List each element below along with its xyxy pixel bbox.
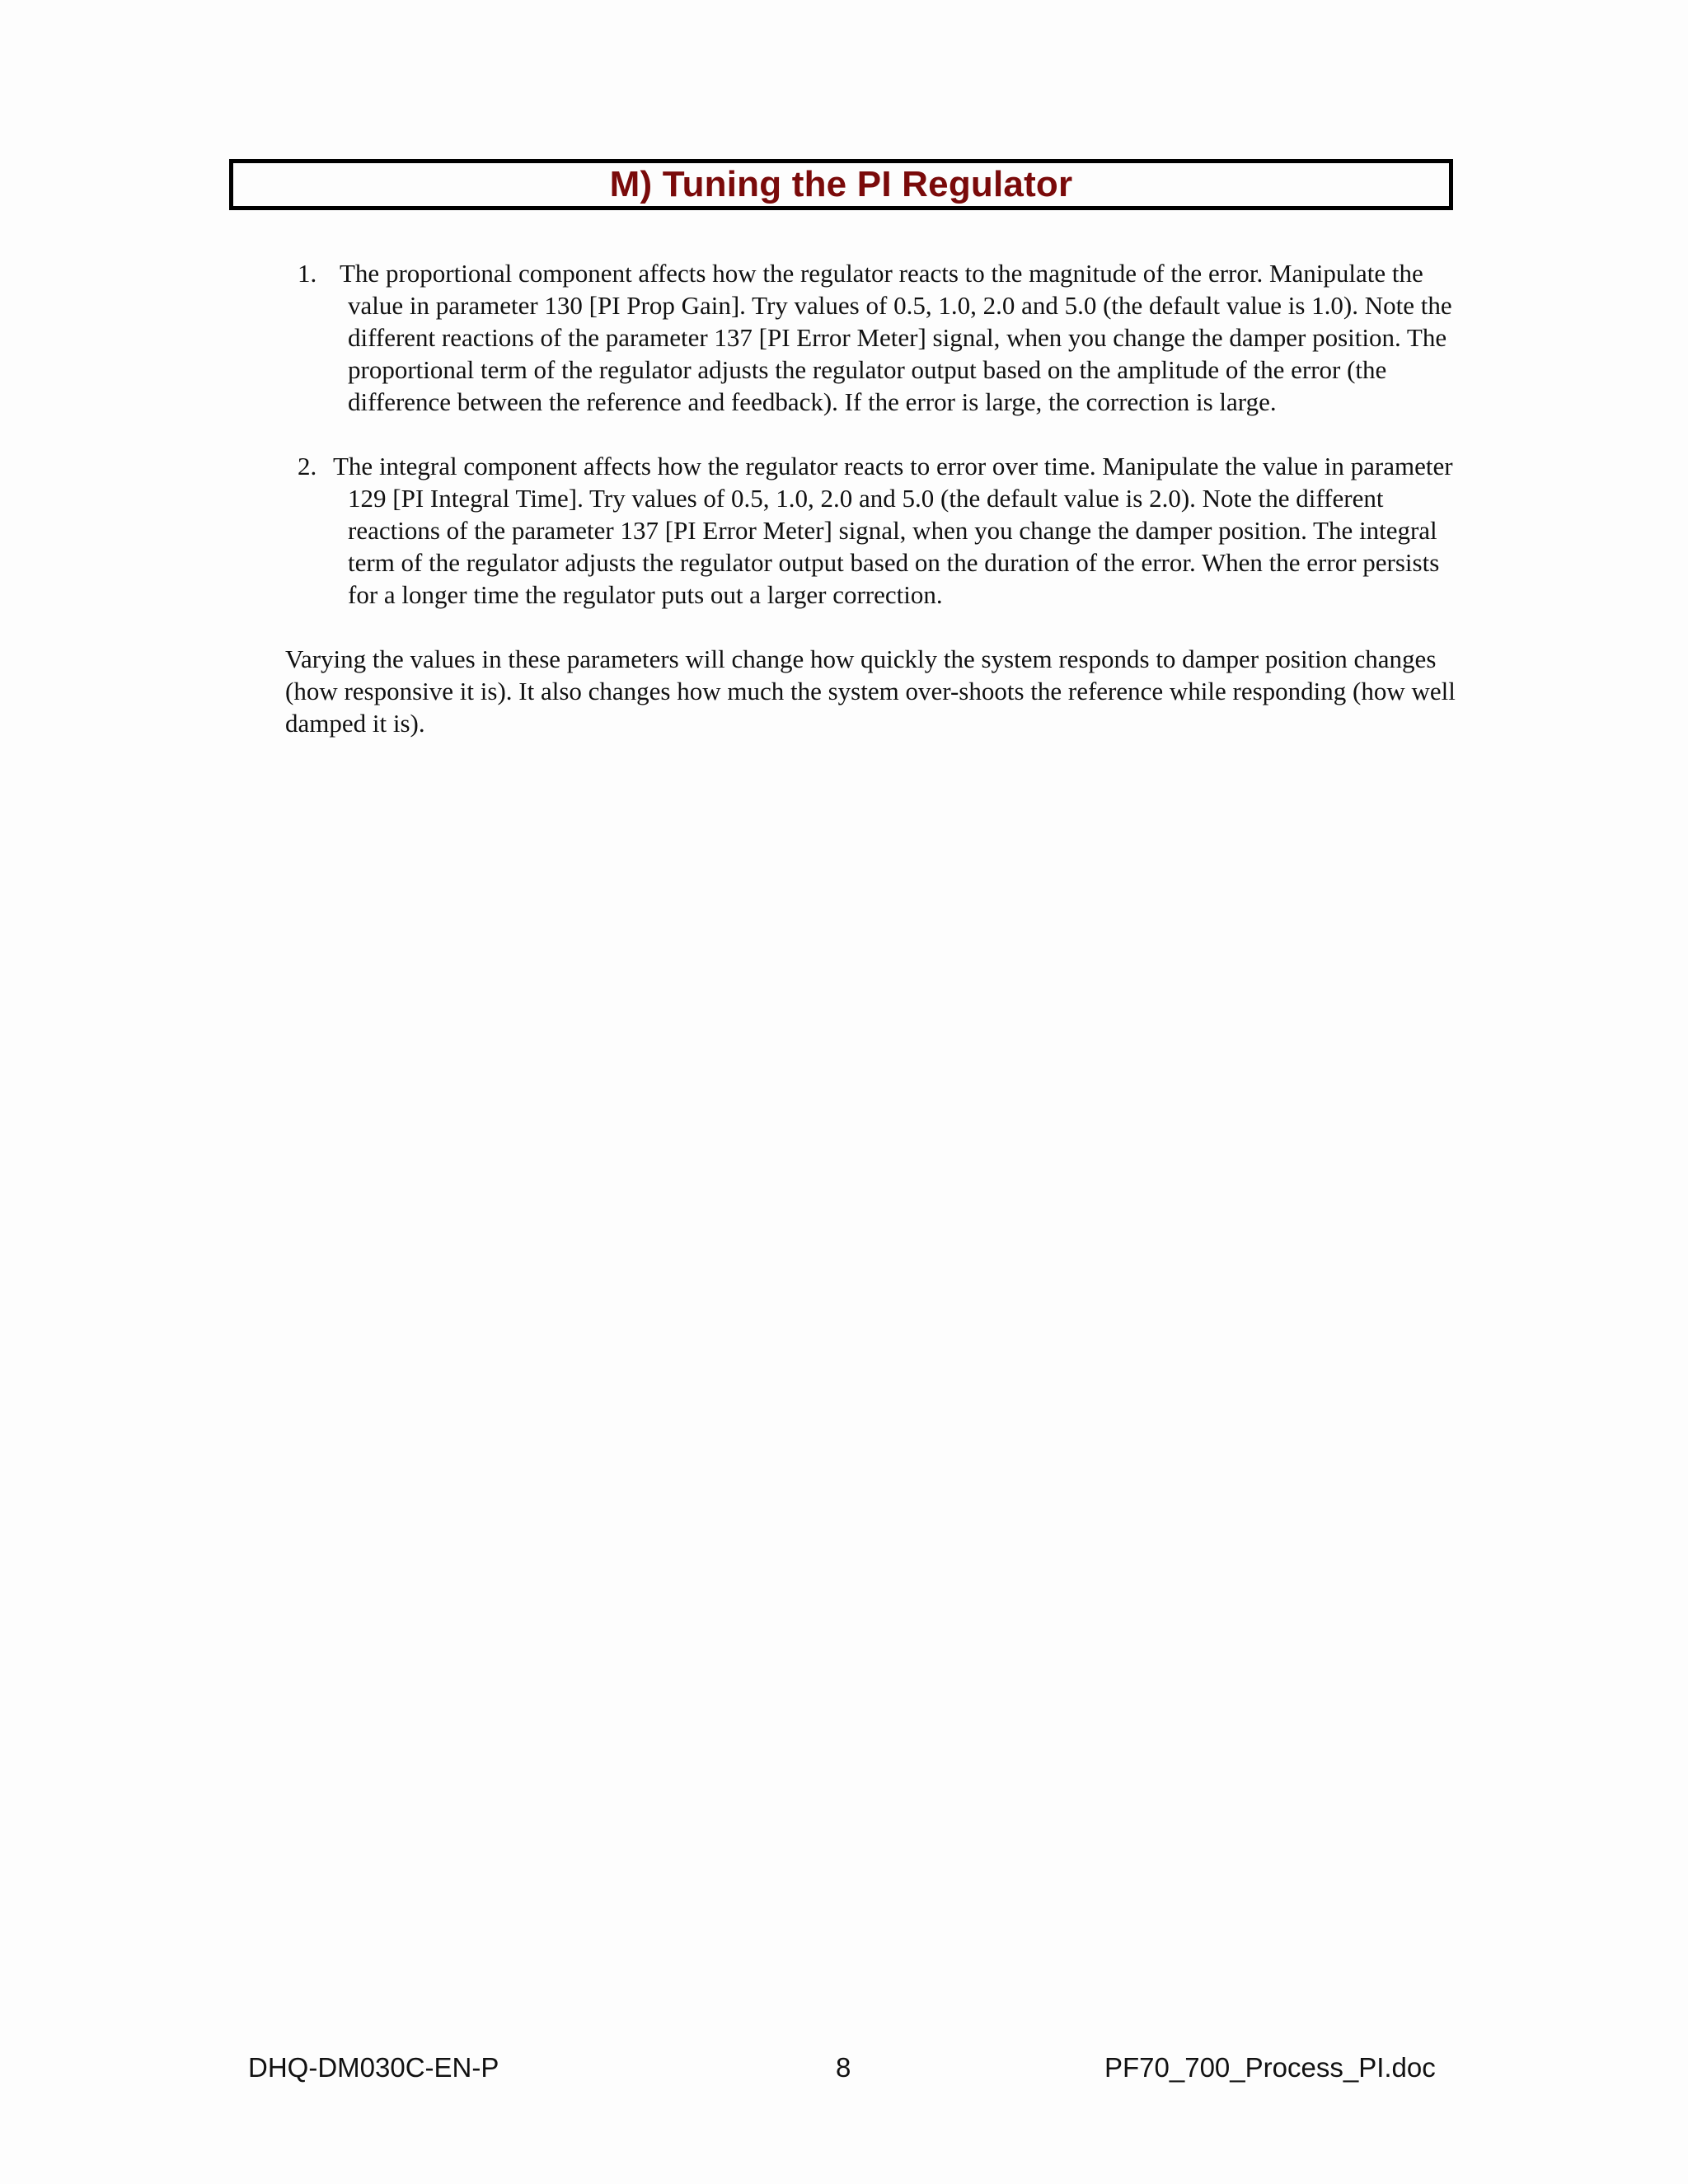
list-number: 2. (298, 452, 317, 480)
list-item-text: The integral component affects how the regulator reacts to error over time. Manipulate the value in parameter 129 [PI Integral Time]. Try values of 0.5, 1.0, 2.0 and 5.0 (the default value is 2.0). Note the different reactions of the parameter 137 [PI Error Meter] signal, when you change the damper position. The integral term of the regulator adjusts the regulator output based on the duration of the error. When the error persists for a longer time the regulator puts out a larger correction. (333, 452, 1453, 609)
footer-page-number: 8 (836, 2052, 851, 2083)
section-title: M) Tuning the PI Regulator (609, 164, 1073, 204)
list-item-text: The proportional component affects how the regulator reacts to the magnitude of the error. Manipulate the value in parameter 130 [PI Prop Gain]. Try values of 0.5, 1.0, 2.0 and 5.0 (the default value is 1.0). Note the different reactions of the parameter 137 [PI Error Meter] signal, when you change the damper position. The proportional term of the regulator adjusts the regulator output based on the amplitude of the error (the difference between the reference and feedback). If the error is large, the correction is large. (340, 259, 1452, 416)
footer-doc-id: DHQ-DM030C-EN-P (248, 2052, 499, 2083)
section-title-box (229, 159, 1453, 210)
footer-filename: PF70_700_Process_PI.doc (1104, 2052, 1436, 2083)
document-body (285, 257, 1456, 739)
list-item (285, 450, 1456, 611)
list-item (285, 257, 1456, 418)
summary-paragraph: Varying the values in these parameters will change how quickly the system responds to damper position changes (how responsive it is). It also changes how much the system over-shoots the reference while responding (how well damped it is). (285, 644, 1456, 738)
list-number: 1. (298, 259, 317, 288)
